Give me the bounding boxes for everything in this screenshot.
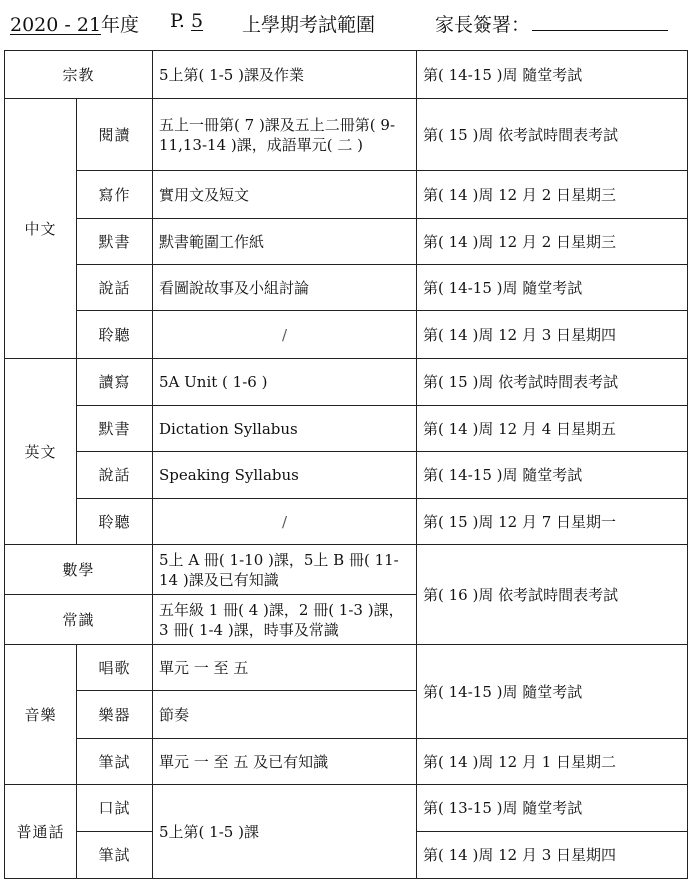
- exam-cell: 第( 14-15 )周 隨堂考試: [417, 265, 688, 311]
- part-cell: 讀寫: [77, 359, 153, 406]
- table-row: [5, 739, 688, 785]
- scope-cell: 5上 A 冊( 1-10 )課，5上 B 冊( 11-14 )課及已有知識: [153, 545, 417, 595]
- part-cell: 寫作: [77, 171, 153, 219]
- exam-cell: 第( 16 )周 依考試時間表考試: [417, 545, 688, 645]
- part-cell: 口試: [77, 785, 153, 832]
- year-text: 2020 - 21年度: [10, 14, 140, 36]
- table-row: [5, 311, 688, 359]
- scope-cell: 5A Unit ( 1-6 ): [153, 359, 417, 406]
- scope-cell: 5上第( 1-5 )課及作業: [153, 51, 417, 99]
- scope-cell: 單元 一 至 五: [153, 645, 417, 691]
- table-row: [5, 645, 688, 691]
- part-cell: 默書: [77, 219, 153, 265]
- part-cell: 唱歌: [77, 645, 153, 691]
- table-row: [5, 406, 688, 452]
- signature-line[interactable]: [532, 30, 668, 31]
- scope-cell: 5上第( 1-5 )課: [153, 785, 417, 879]
- scope-cell: 五上一冊第( 7 )課及五上二冊第( 9-11,13-14 )課，成語單元( 二 ): [153, 99, 417, 171]
- signature-label: 家長簽署：: [435, 14, 531, 36]
- subject-cell: 數學: [5, 545, 153, 595]
- part-cell: 聆聽: [77, 311, 153, 359]
- exam-cell: 第( 15 )周 依考試時間表考試: [417, 359, 688, 406]
- table-row: [5, 499, 688, 545]
- exam-cell: 第( 14-15 )周 隨堂考試: [417, 51, 688, 99]
- exam-cell: 第( 15 )周 12 月 7 日星期一: [417, 499, 688, 545]
- part-cell: 樂器: [77, 691, 153, 739]
- scope-cell: /: [153, 311, 417, 359]
- scope-cell: Speaking Syllabus: [153, 452, 417, 499]
- table-row: [5, 545, 688, 595]
- exam-cell: 第( 14 )周 12 月 1 日星期二: [417, 739, 688, 785]
- part-cell: 閱讀: [77, 99, 153, 171]
- exam-cell: 第( 14-15 )周 隨堂考試: [417, 645, 688, 739]
- scope-cell: 單元 一 至 五 及已有知識: [153, 739, 417, 785]
- table-row: [5, 265, 688, 311]
- exam-cell: 第( 14-15 )周 隨堂考試: [417, 452, 688, 499]
- table-row: [5, 99, 688, 171]
- exam-cell: 第( 14 )周 12 月 4 日星期五: [417, 406, 688, 452]
- exam-cell: 第( 14 )周 12 月 2 日星期三: [417, 171, 688, 219]
- scope-cell: 默書範圍工作紙: [153, 219, 417, 265]
- subject-cell: 音樂: [5, 645, 77, 785]
- exam-cell: 第( 14 )周 12 月 3 日星期四: [417, 311, 688, 359]
- exam-cell: 第( 15 )周 依考試時間表考試: [417, 99, 688, 171]
- table-row: [5, 51, 688, 99]
- exam-scope-table: [4, 50, 688, 879]
- table-row: [5, 452, 688, 499]
- part-cell: 聆聽: [77, 499, 153, 545]
- table-row: [5, 359, 688, 406]
- table-row: [5, 785, 688, 832]
- scope-cell: Dictation Syllabus: [153, 406, 417, 452]
- exam-cell: 第( 14 )周 12 月 2 日星期三: [417, 219, 688, 265]
- part-cell: 筆試: [77, 739, 153, 785]
- part-cell: 默書: [77, 406, 153, 452]
- exam-cell: 第( 13-15 )周 隨堂考試: [417, 785, 688, 832]
- scope-cell: 看圖說故事及小組討論: [153, 265, 417, 311]
- scope-cell: 五年級 1 冊( 4 )課，2 冊( 1-3 )課，3 冊( 1-4 )課，時事及常識: [153, 595, 417, 645]
- table-row: [5, 219, 688, 265]
- scope-cell: 實用文及短文: [153, 171, 417, 219]
- subject-cell: 普通話: [5, 785, 77, 879]
- scope-cell: /: [153, 499, 417, 545]
- class-text: P. 5: [170, 10, 204, 32]
- page-title: 上學期考試範圍: [242, 14, 376, 36]
- part-cell: 說話: [77, 265, 153, 311]
- exam-cell: 第( 14 )周 12 月 3 日星期四: [417, 832, 688, 879]
- table-row: [5, 171, 688, 219]
- page-header: [10, 6, 690, 38]
- part-cell: 說話: [77, 452, 153, 499]
- subject-cell: 宗教: [5, 51, 153, 99]
- subject-cell: 常識: [5, 595, 153, 645]
- subject-cell: 中文: [5, 99, 77, 359]
- part-cell: 筆試: [77, 832, 153, 879]
- subject-cell: 英文: [5, 359, 77, 545]
- scope-cell: 節奏: [153, 691, 417, 739]
